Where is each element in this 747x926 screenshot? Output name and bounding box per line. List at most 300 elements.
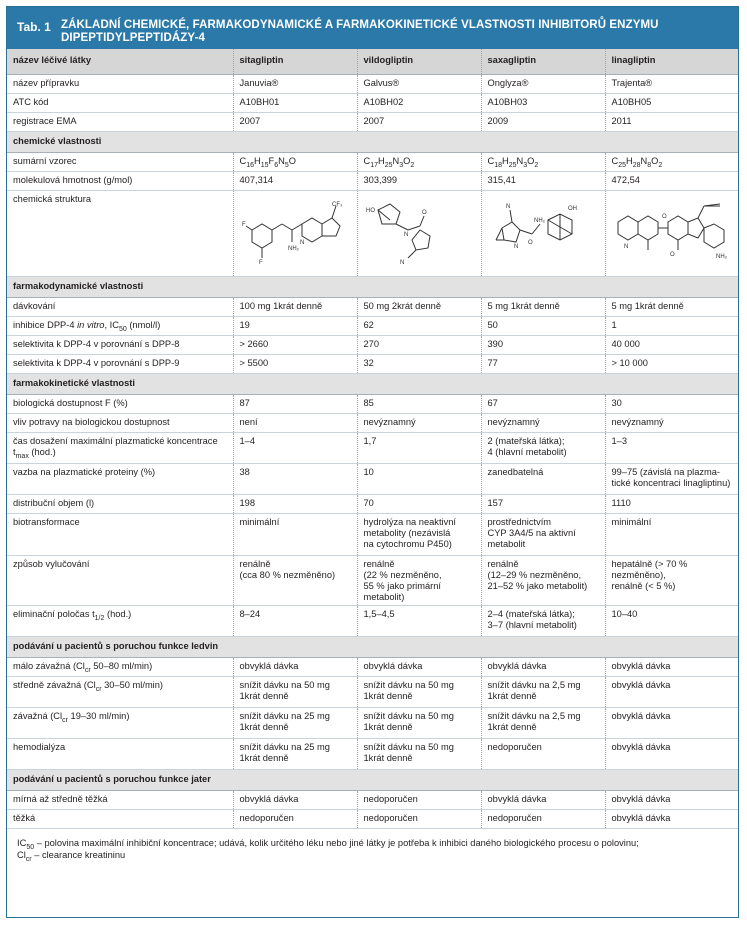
- cell-value: minimální: [239, 517, 280, 527]
- header-text: sitagliptin: [239, 55, 284, 65]
- structure-saxagliptin: [481, 191, 605, 277]
- cell-value: 19: [239, 320, 250, 330]
- cell-vildogliptin: [357, 556, 481, 606]
- row-label-text: selektivita k DPP-4 v porovnání s DPP-8: [13, 339, 180, 349]
- svg-text:NH₂: NH₂: [287, 246, 299, 252]
- cell-linagliptin: [605, 556, 739, 606]
- row-label: [7, 810, 233, 829]
- mass-saxagliptin: [481, 172, 605, 191]
- cell-value: 50 mg 2krát denně: [363, 301, 442, 311]
- cell-value: hydrolýza na neaktivní metabolity (nezávislá na cytochromu P450): [363, 517, 457, 549]
- row-label: [7, 708, 233, 739]
- formula-part: 15: [260, 161, 269, 169]
- formula-part: 25: [618, 161, 627, 169]
- cell-vildogliptin: [357, 739, 481, 770]
- cell-linagliptin: [605, 317, 739, 336]
- row-label-text: biotransformace: [13, 517, 80, 527]
- cell-value: snížit dávku na 50 mg 1krát denně: [239, 680, 330, 701]
- formula-part: O: [288, 156, 296, 166]
- cell-value: A10BH05: [611, 97, 652, 107]
- cell-linagliptin: [605, 355, 739, 374]
- row-label-text: selektivita k DPP-4 v porovnání s DPP-9: [13, 358, 180, 368]
- cell-sitagliptin: [233, 514, 357, 556]
- cell-linagliptin: [605, 791, 739, 810]
- cell-sitagliptin: [233, 708, 357, 739]
- cell-sitagliptin: [233, 677, 357, 708]
- header-text: saxagliptin: [487, 55, 537, 65]
- cell-vildogliptin: [357, 791, 481, 810]
- cell-value: nevýznamný: [611, 417, 664, 427]
- row-label-text: vazba na plazmatické proteiny (%): [13, 467, 156, 477]
- section-title: [7, 637, 739, 658]
- cell-value: obvyklá dávka: [611, 680, 671, 690]
- cell-value: Trajenta®: [611, 78, 653, 88]
- formula-part: H: [626, 156, 633, 166]
- row-label-text: závažná (Cl: [13, 711, 63, 721]
- cell-value: renálně (22 % nezměněno, 55 % jako primární metabolit): [363, 559, 442, 602]
- cell-value: obvyklá dávka: [363, 661, 423, 671]
- cell-value: > 10 000: [611, 358, 648, 368]
- formula-part: N: [516, 156, 524, 166]
- cell-value: A10BH01: [239, 97, 280, 107]
- table-row: [7, 810, 739, 829]
- header-sitagliptin: [233, 49, 357, 75]
- cell-value: obvyklá dávka: [611, 711, 671, 721]
- svg-text:N: N: [403, 232, 408, 238]
- chemical-structure-image: [364, 200, 475, 266]
- cell-value: 270: [363, 339, 380, 349]
- row-label-text: (nmol/l): [126, 320, 161, 330]
- row-label: [7, 298, 233, 317]
- svg-text:O: O: [421, 210, 427, 216]
- row-label-text: sumární vzorec: [13, 156, 77, 166]
- cell-value: obvyklá dávka: [611, 813, 671, 823]
- cell-sitagliptin: [233, 495, 357, 514]
- section-title: [7, 770, 739, 791]
- formula-part: C: [239, 156, 247, 166]
- cell-linagliptin: [605, 739, 739, 770]
- cell-value: 67: [487, 398, 498, 408]
- row-label: [7, 395, 233, 414]
- table-row: [7, 355, 739, 374]
- svg-text:O: O: [661, 214, 667, 220]
- row-label-text: dávkování: [13, 301, 56, 311]
- svg-text:CF₃: CF₃: [331, 202, 342, 208]
- cell-value: 2007: [239, 116, 261, 126]
- structure-linagliptin: [605, 191, 739, 277]
- cell-value: 472,54: [611, 175, 640, 185]
- cell-vildogliptin: [357, 75, 481, 94]
- table-row: [7, 75, 739, 94]
- cell-saxagliptin: [481, 556, 605, 606]
- table-row: [7, 739, 739, 770]
- row-label-text: hemodialýza: [13, 742, 66, 752]
- formula-part: 3: [399, 161, 404, 169]
- cell-saxagliptin: [481, 658, 605, 677]
- table-row: [7, 414, 739, 433]
- formula-part: C: [611, 156, 619, 166]
- cell-saxagliptin: [481, 791, 605, 810]
- cell-saxagliptin: [481, 810, 605, 829]
- formula-part: 2: [534, 161, 539, 169]
- formula-part: 2: [658, 161, 663, 169]
- cell-sitagliptin: [233, 556, 357, 606]
- row-label: [7, 791, 233, 810]
- table-row: [7, 191, 739, 277]
- cell-saxagliptin: [481, 75, 605, 94]
- cell-saxagliptin: [481, 495, 605, 514]
- table-row: [7, 677, 739, 708]
- cell-linagliptin: [605, 810, 739, 829]
- cell-value: snížit dávku na 2,5 mg 1krát denně: [487, 711, 581, 732]
- row-label-subscript: cr: [84, 666, 91, 674]
- row-label: [7, 658, 233, 677]
- cell-value: 62: [363, 320, 374, 330]
- table-row: [7, 514, 739, 556]
- table-row: [7, 606, 739, 637]
- row-label-subscript: max: [15, 452, 29, 460]
- cell-linagliptin: [605, 514, 739, 556]
- cell-linagliptin: [605, 677, 739, 708]
- cell-value: snížit dávku na 2,5 mg 1krát denně: [487, 680, 581, 701]
- chemical-structure-image: [488, 200, 599, 266]
- svg-text:HO: HO: [365, 208, 375, 214]
- footnote-ic50: $IC_{50}$ – polovina maximální inhibiční koncentrace; udává, kolik určitého léku nebo jiné látky je potřeba k inhibici daného biologického procesu o polovinu;: [17, 838, 639, 851]
- formula-part: N: [392, 156, 400, 166]
- formula-part: 25: [384, 161, 393, 169]
- svg-text:O: O: [669, 252, 675, 258]
- row-label-text: středně závažná (Cl: [13, 680, 96, 690]
- row-label: [7, 739, 233, 770]
- cell-value: 2007: [363, 116, 385, 126]
- cell-value: 1,7: [363, 436, 377, 446]
- cell-saxagliptin: [481, 355, 605, 374]
- cell-value: 1: [611, 320, 617, 330]
- cell-linagliptin: [605, 464, 739, 495]
- cell-value: 1–4: [239, 436, 256, 446]
- cell-value: 99–75 (závislá na plazma- tické koncentraci linagliptinu): [611, 467, 731, 488]
- table-row: [7, 708, 739, 739]
- formula-part: 28: [632, 161, 641, 169]
- formula-part: O: [651, 156, 659, 166]
- table-row: [7, 495, 739, 514]
- cell-linagliptin: [605, 113, 739, 132]
- chemical-structure-image: [612, 200, 735, 266]
- formula-part: C: [487, 156, 495, 166]
- cell-value: 10: [363, 467, 374, 477]
- formula-part: 6: [274, 161, 279, 169]
- header-saxagliptin: [481, 49, 605, 75]
- cell-sitagliptin: [233, 433, 357, 464]
- cell-value: nedoporučen: [363, 794, 418, 804]
- row-label-text: (hod.): [28, 447, 56, 457]
- cell-linagliptin: [605, 658, 739, 677]
- table-row: [7, 556, 739, 606]
- svg-text:NH₂: NH₂: [533, 218, 545, 224]
- cell-value: Onglyza®: [487, 78, 529, 88]
- cell-value: 32: [363, 358, 374, 368]
- cell-value: obvyklá dávka: [239, 794, 299, 804]
- cell-saxagliptin: [481, 336, 605, 355]
- svg-text:N: N: [513, 244, 518, 250]
- header-vildogliptin: [357, 49, 481, 75]
- formula-part: 2: [410, 161, 415, 169]
- row-label: [7, 414, 233, 433]
- cell-value: snížit dávku na 25 mg 1krát denně: [239, 711, 330, 732]
- cell-sitagliptin: [233, 606, 357, 637]
- cell-value: 1,5–4,5: [363, 609, 395, 619]
- section-header-pd: [7, 277, 739, 298]
- row-label: [7, 172, 233, 191]
- cell-linagliptin: [605, 495, 739, 514]
- formula-part: 5: [284, 161, 289, 169]
- cell-value: snížit dávku na 50 mg 1krát denně: [363, 680, 454, 701]
- row-label: [7, 336, 233, 355]
- row-label-text: těžká: [13, 813, 36, 823]
- cell-sitagliptin: [233, 113, 357, 132]
- structure-vildogliptin: [357, 191, 481, 277]
- row-label: [7, 556, 233, 606]
- section-title-text: farmakodynamické vlastnosti: [13, 281, 144, 291]
- row-label-text: název přípravku: [13, 78, 80, 88]
- row-label: [7, 355, 233, 374]
- cell-value: 30: [611, 398, 622, 408]
- row-label-subscript: 1/2: [94, 614, 105, 622]
- cell-saxagliptin: [481, 433, 605, 464]
- cell-value: minimální: [611, 517, 652, 527]
- cell-value: obvyklá dávka: [611, 742, 671, 752]
- formula-part: N: [640, 156, 648, 166]
- svg-text:F: F: [241, 222, 246, 228]
- cell-vildogliptin: [357, 810, 481, 829]
- table-row: [7, 395, 739, 414]
- cell-vildogliptin: [357, 514, 481, 556]
- table-row: [7, 298, 739, 317]
- table-row: [7, 791, 739, 810]
- formula-part: 3: [523, 161, 528, 169]
- cell-value: nedoporučen: [487, 742, 542, 752]
- formula-sitagliptin: [233, 153, 357, 172]
- cell-value: 407,314: [239, 175, 274, 185]
- formula-part: C: [363, 156, 371, 166]
- cell-saxagliptin: [481, 739, 605, 770]
- cell-value: obvyklá dávka: [611, 661, 671, 671]
- header-linagliptin: [605, 49, 739, 75]
- row-label-text: biologická dostupnost F (%): [13, 398, 128, 408]
- cell-sitagliptin: [233, 658, 357, 677]
- cell-value: 100 mg 1krát denně: [239, 301, 323, 311]
- cell-vildogliptin: [357, 317, 481, 336]
- cell-value: A10BH02: [363, 97, 404, 107]
- row-label-subscript: 50: [118, 325, 127, 333]
- formula-part: 17: [370, 161, 379, 169]
- table-row: [7, 153, 739, 172]
- cell-linagliptin: [605, 395, 739, 414]
- cell-linagliptin: [605, 336, 739, 355]
- row-label: [7, 606, 233, 637]
- cell-value: 157: [487, 498, 504, 508]
- svg-text:N: N: [299, 240, 304, 246]
- cell-saxagliptin: [481, 395, 605, 414]
- formula-part: N: [278, 156, 285, 166]
- cell-linagliptin: [605, 75, 739, 94]
- cell-value: > 5500: [239, 358, 269, 368]
- row-label: [7, 75, 233, 94]
- formula-part: H: [254, 156, 261, 166]
- mass-linagliptin: [605, 172, 739, 191]
- svg-text:N: N: [505, 204, 510, 210]
- cell-value: snížit dávku na 50 mg 1krát denně: [363, 742, 454, 763]
- chemical-structure-image: [240, 200, 351, 266]
- cell-value: renálně (12–29 % nezměněno, 21–52 % jako metabolit): [487, 559, 588, 591]
- header-text: vildogliptin: [363, 55, 414, 65]
- cell-sitagliptin: [233, 414, 357, 433]
- properties-table: [7, 49, 739, 829]
- cell-value: renálně (cca 80 % nezměněno): [239, 559, 336, 580]
- row-label-text: 19–30 ml/min): [67, 711, 130, 721]
- formula-part: 25: [508, 161, 517, 169]
- section-title-text: podávání u pacientů s poruchou funkce ledvin: [13, 641, 219, 651]
- cell-linagliptin: [605, 298, 739, 317]
- cell-value: 5 mg 1krát denně: [611, 301, 684, 311]
- row-label-text: způsob vylučování: [13, 559, 90, 569]
- table-row: [7, 433, 739, 464]
- header-text: název léčivé látky: [13, 55, 92, 65]
- cell-linagliptin: [605, 94, 739, 113]
- table-title-bar: [7, 7, 738, 49]
- cell-saxagliptin: [481, 606, 605, 637]
- formula-part: 8: [647, 161, 652, 169]
- cell-value: A10BH03: [487, 97, 528, 107]
- row-label-text: eliminační poločas t: [13, 609, 95, 619]
- table-body: [7, 49, 739, 829]
- svg-text:N: N: [399, 260, 404, 266]
- header-substance: [7, 49, 233, 75]
- cell-sitagliptin: [233, 395, 357, 414]
- row-label: [7, 153, 233, 172]
- cell-vildogliptin: [357, 433, 481, 464]
- row-label-italic: in vitro: [77, 320, 105, 330]
- row-label-text: molekulová hmotnost (g/mol): [13, 175, 133, 185]
- svg-text:OH: OH: [567, 206, 577, 212]
- cell-sitagliptin: [233, 355, 357, 374]
- cell-value: nevýznamný: [363, 417, 416, 427]
- cell-value: obvyklá dávka: [487, 661, 547, 671]
- table-row: [7, 336, 739, 355]
- cell-sitagliptin: [233, 464, 357, 495]
- cell-value: 8–24: [239, 609, 261, 619]
- table-row: [7, 658, 739, 677]
- cell-vildogliptin: [357, 606, 481, 637]
- section-header-chem: [7, 132, 739, 153]
- row-label: [7, 677, 233, 708]
- cell-value: > 2660: [239, 339, 269, 349]
- cell-saxagliptin: [481, 94, 605, 113]
- cell-value: 2 (mateřská látka); 4 (hlavní metabolit): [487, 436, 567, 457]
- cell-sitagliptin: [233, 810, 357, 829]
- cell-value: zanedbatelná: [487, 467, 544, 477]
- cell-vildogliptin: [357, 708, 481, 739]
- section-header-hepatic: [7, 770, 739, 791]
- cell-value: obvyklá dávka: [239, 661, 299, 671]
- cell-value: 1–3: [611, 436, 628, 446]
- cell-value: 1110: [611, 498, 631, 508]
- row-label-text: registrace EMA: [13, 116, 77, 126]
- table-title: ZÁKLADNÍ CHEMICKÉ, FARMAKODYNAMICKÉ A FARMAKOKINETICKÉ VLASTNOSTI INHIBITORŮ ENZYMU DIPEPTIDYLPEPTIDÁZY-4: [61, 19, 659, 44]
- section-header-renal: [7, 637, 739, 658]
- section-header-pk: [7, 374, 739, 395]
- cell-value: Galvus®: [363, 78, 400, 88]
- cell-value: nedoporučen: [487, 813, 542, 823]
- formula-linagliptin: [605, 153, 739, 172]
- cell-value: hepatálně (> 70 % nezměněno), renálně (< 5 %): [611, 559, 688, 591]
- row-label-text: čas dosažení maximální plazmatické koncentrace t: [13, 436, 218, 457]
- cell-value: 87: [239, 398, 250, 408]
- cell-saxagliptin: [481, 464, 605, 495]
- table-row: [7, 464, 739, 495]
- cell-linagliptin: [605, 414, 739, 433]
- formula-part: 18: [494, 161, 503, 169]
- cell-value: 198: [239, 498, 256, 508]
- row-label: [7, 495, 233, 514]
- formula-saxagliptin: [481, 153, 605, 172]
- cell-saxagliptin: [481, 708, 605, 739]
- formula-vildogliptin: [357, 153, 481, 172]
- cell-value: 303,399: [363, 175, 398, 185]
- cell-value: obvyklá dávka: [611, 794, 671, 804]
- cell-vildogliptin: [357, 677, 481, 708]
- cell-linagliptin: [605, 606, 739, 637]
- cell-value: nevýznamný: [487, 417, 540, 427]
- cell-value: 38: [239, 467, 250, 477]
- table-label: Tab. 1: [17, 20, 51, 34]
- formula-part: F: [268, 156, 275, 166]
- table-frame: [6, 6, 739, 918]
- row-label-text: ATC kód: [13, 97, 49, 107]
- cell-saxagliptin: [481, 514, 605, 556]
- formula-part: O: [527, 156, 535, 166]
- row-label-text: , IC: [104, 320, 119, 330]
- footnote-clcr: $Cl_{cr}$ – clearance kreatininu: [17, 850, 126, 863]
- cell-linagliptin: [605, 433, 739, 464]
- formula-part: H: [502, 156, 509, 166]
- row-label: [7, 464, 233, 495]
- cell-value: 77: [487, 358, 498, 368]
- row-label: [7, 94, 233, 113]
- section-title: [7, 132, 739, 153]
- row-label-subscript: cr: [62, 716, 68, 724]
- cell-value: snížit dávku na 25 mg 1krát denně: [239, 742, 330, 763]
- row-label: [7, 191, 233, 277]
- row-label: [7, 317, 233, 336]
- cell-value: 85: [363, 398, 374, 408]
- structure-sitagliptin: [233, 191, 357, 277]
- cell-vildogliptin: [357, 298, 481, 317]
- cell-sitagliptin: [233, 791, 357, 810]
- section-title-text: chemické vlastnosti: [13, 136, 102, 146]
- cell-sitagliptin: [233, 317, 357, 336]
- row-label-text: 30–50 ml/min): [101, 680, 164, 690]
- cell-vildogliptin: [357, 464, 481, 495]
- table-row: [7, 113, 739, 132]
- row-label: [7, 433, 233, 464]
- svg-text:F: F: [258, 260, 263, 266]
- cell-vildogliptin: [357, 355, 481, 374]
- mass-vildogliptin: [357, 172, 481, 191]
- cell-saxagliptin: [481, 317, 605, 336]
- cell-value: nedoporučen: [363, 813, 418, 823]
- row-label-text: distribuční objem (l): [13, 498, 95, 508]
